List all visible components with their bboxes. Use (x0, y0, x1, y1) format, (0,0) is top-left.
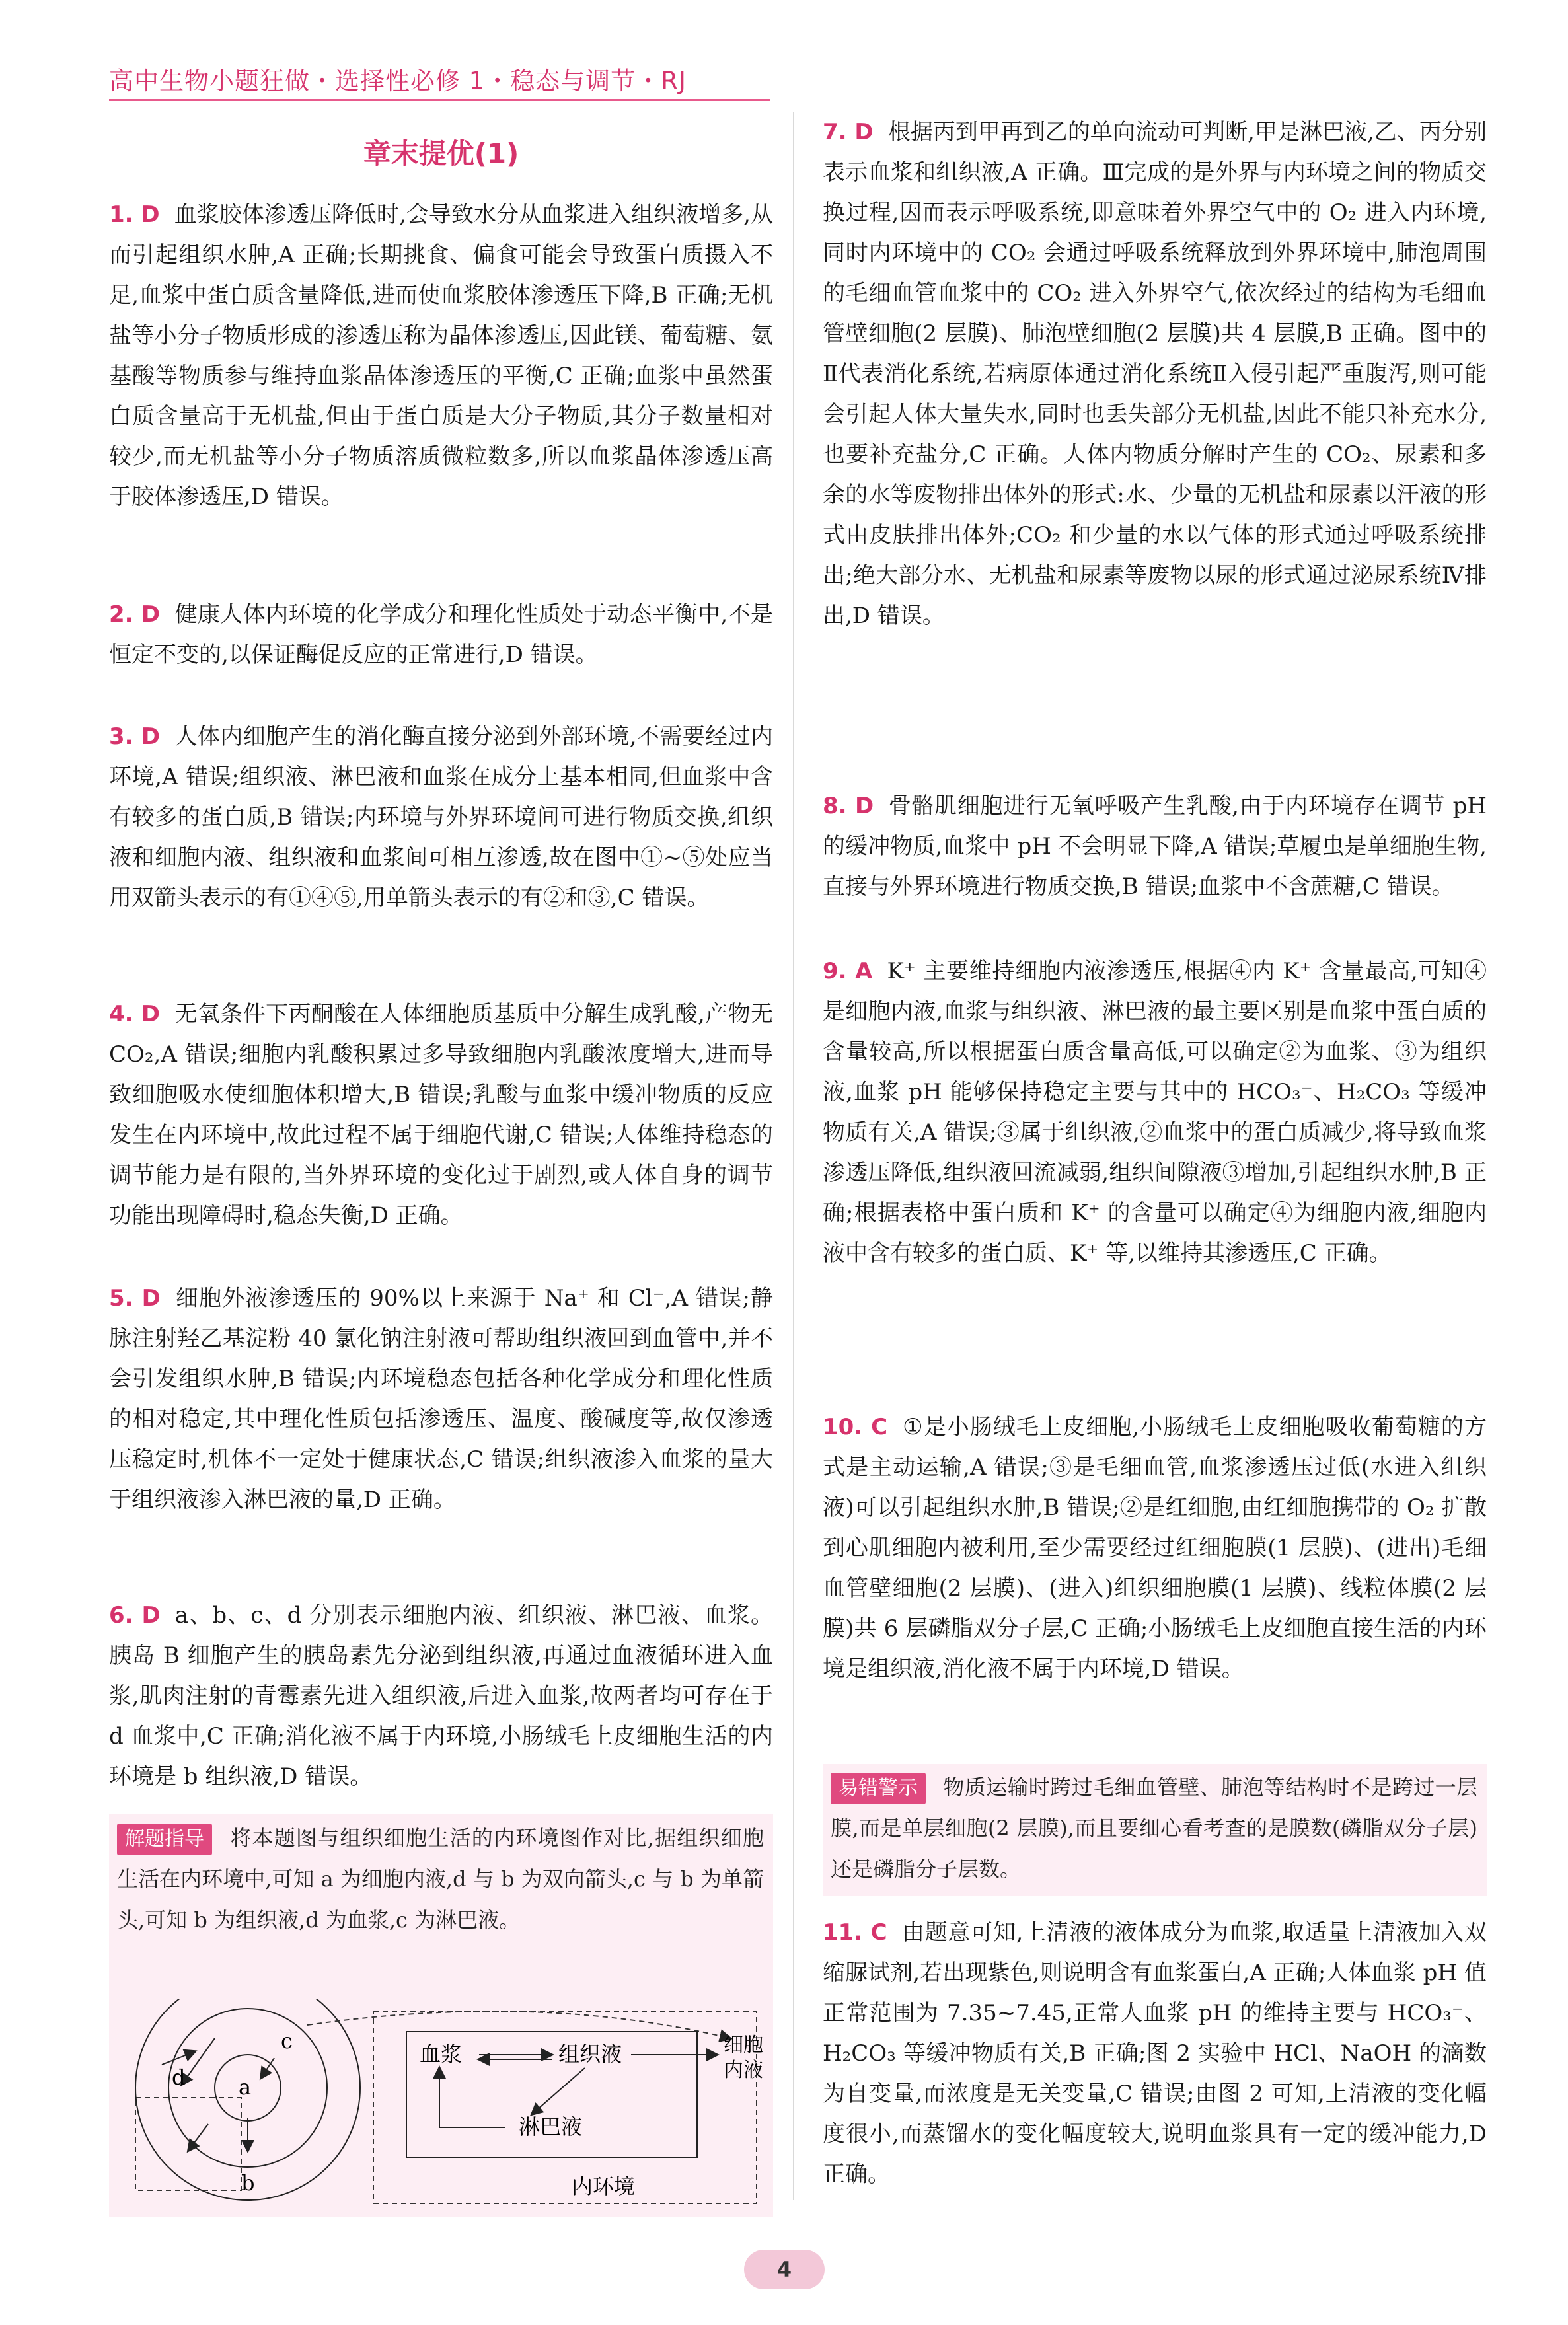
question-5 (109, 1278, 773, 1520)
answer-text: 由题意可知,上清液的液体成分为血浆,取适量上清液加入双缩脲试剂,若出现紫色,则说明含有血浆蛋白,A 正确;人体血浆 pH 值正常范围为 7.35~7.45,正常人血浆 pH 的维持主要与 HCO₃⁻、H₂CO₃ 等缓冲物质有关,B 正确;图 2 实验中 HCl、NaOH 的滴数为自变量,而浓度是无关变量,C 错误;由图 2 可知,上清液的变化幅度很小,而蒸馏水的变化幅度较大,说明血浆具有一定的缓冲能力,D 正确。 (823, 1919, 1487, 2188)
label-lymph: 淋巴液 (519, 2114, 583, 2139)
label-intracellular-2: 内液 (724, 2059, 763, 2082)
warning-tag: 易错警示 (831, 1773, 926, 1804)
answer-text: a、b、c、d 分别表示细胞内液、组织液、淋巴液、血浆。胰岛 B 细胞产生的胰岛素先分泌到组织液,再通过血液循环进入血浆,肌肉注射的青霉素先进入组织液,后进入血浆,故两者均可存在于 d 血浆中,C 正确;消化液不属于内环境,小肠绒毛上皮细胞生活的内环境是 b 组织液,D 错误。 (109, 1602, 773, 1790)
tip-text: 将本题图与组织细胞生活的内环境图作对比,据组织细胞生活在内环境中,可知 a 为细胞内液,d 与 b 为双向箭头,c 与 b 为单箭头,可知 b 为组织液,d 为血浆,c 为淋巴液。 (117, 1826, 764, 1933)
answer-number: 7. D (823, 119, 874, 145)
answer-number: 4. D (109, 1001, 161, 1027)
label-a: a (239, 2075, 252, 2100)
series-title: 高中生物小题狂做・选择性必修 1・稳态与调节・RJ (109, 67, 687, 95)
answer-number: 6. D (109, 1602, 161, 1629)
chapter-title: 章末提优(1) (363, 137, 519, 170)
tip-tag: 解题指导 (117, 1824, 212, 1855)
column-divider (793, 112, 794, 2200)
question-10 (823, 1407, 1487, 1689)
question-11 (823, 1913, 1487, 2195)
answer-number: 8. D (823, 793, 874, 819)
answer-number: 9. A (823, 958, 873, 984)
question-2 (109, 595, 773, 675)
label-b: b (241, 2170, 255, 2196)
question-1 (109, 195, 773, 517)
answer-text: 骨骼肌细胞进行无氧呼吸产生乳酸,由于内环境存在调节 pH 的缓冲物质,血浆中 pH 不会明显下降,A 错误;草履虫是单细胞生物,直接与外界环境进行物质交换,B 错误;血浆中不含蔗糖,C 错误。 (823, 793, 1487, 900)
question-7 (823, 112, 1487, 636)
header-rule (109, 99, 770, 101)
answer-text: 血浆胶体渗透压降低时,会导致水分从血浆进入组织液增多,从而引起组织水肿,A 正确;长期挑食、偏食可能会导致蛋白质摄入不足,血浆中蛋白质含量降低,进而使血浆胶体渗透压下降,B 正确;无机盐等小分子物质形成的渗透压称为晶体渗透压,因此镁、葡萄糖、氨基酸等物质参与维持血浆晶体渗透压的平衡,C 正确;血浆中虽然蛋白质含量高于无机盐,但由于蛋白质是大分子物质,其分子数量相对较少,而无机盐等小分子物质溶质微粒数多,所以血浆晶体渗透压高于胶体渗透压,D 错误。 (109, 202, 773, 510)
answer-number: 5. D (109, 1285, 161, 1311)
label-c: c (281, 2028, 293, 2053)
dashed-box-right (373, 2012, 757, 2203)
error-warning-box (823, 1764, 1487, 1896)
answer-text: 人体内细胞产生的消化酶直接分泌到外部环境,不需要经过内环境,A 错误;组织液、淋巴液和血浆在成分上基本相同,但血浆中含有较多的蛋白质,B 错误;内环境与外界环境间可进行物质交换,组织液和细胞内液、组织液和血浆间可相互渗透,故在图中①~⑤处应当用双箭头表示的有①④⑤,用单箭头表示的有②和③,C 错误。 (109, 723, 773, 911)
answer-text: 细胞外液渗透压的 90%以上来源于 Na⁺ 和 Cl⁻,A 错误;静脉注射羟乙基淀粉 40 氯化钠注射液可帮助组织液回到血管中,并不会引发组织水肿,B 错误;内环境稳态包括各种化学成分和理化性质的相对稳定,其中理化性质包括渗透压、温度、酸碱度等,故仅渗透压稳定时,机体不一定处于健康状态,C 错误;组织液渗入血浆的量大于组织液渗入淋巴液的量,D 正确。 (109, 1285, 773, 1513)
page-number: 4 (744, 2250, 825, 2289)
answer-number: 2. D (109, 601, 161, 628)
answer-text: 根据丙到甲再到乙的单向流动可判断,甲是淋巴液,乙、丙分别表示血浆和组织液,A 正确。Ⅲ完成的是外界与内环境之间的物质交换过程,因而表示呼吸系统,即意味着外界空气中的 O₂ 进入内环境,同时内环境中的 CO₂ 会通过呼吸系统释放到外界环境中,肺泡周围的毛细血管血浆中的 CO₂ 进入外界空气,依次经过的结构为毛细血管壁细胞(2 层膜)、肺泡壁细胞(2 层膜)共 4 层膜,B 正确。图中的Ⅱ代表消化系统,若病原体通过消化系统Ⅱ入侵引起严重腹泻,则可能会引起人体大量失水,同时也丢失部分无机盐,因此不能只补充水分,也要补充盐分,C 正确。人体内物质分解时产生的 CO₂、尿素和多余的水等废物排出体外的形式:水、少量的无机盐和尿素以汗液的形式由皮肤排出体外;CO₂ 和少量的水以气体的形式通过呼吸系统排出;绝大部分水、无机盐和尿素等废物以尿的形式通过泌尿系统Ⅳ排出,D 错误。 (823, 119, 1487, 629)
warning-text: 物质运输时跨过毛细血管壁、肺泡等结构时不是跨过一层膜,而是单层细胞(2 层膜),而且要细心看考查的是膜数(磷脂双分子层)还是磷脂分子层数。 (831, 1775, 1477, 1882)
question-8 (823, 786, 1487, 907)
answer-number: 10. C (823, 1414, 888, 1440)
answer-text: ①是小肠绒毛上皮细胞,小肠绒毛上皮细胞吸收葡萄糖的方式是主动运输,A 错误;③是毛细血管,血浆渗透压过低(水进入组织液)可以引起组织水肿,B 错误;②是红细胞,由红细胞携带的 O₂ 扩散到心肌细胞内被利用,至少需要经过红细胞膜(1 层膜)、(进出)毛细血管壁细胞(2 层膜)、(进入)组织细胞膜(1 层膜)、线粒体膜(2 层膜)共 6 层磷脂双分子层,C 正确;小肠绒毛上皮细胞直接生活的内环境是组织液,消化液不属于内环境,D 错误。 (823, 1414, 1487, 1682)
answer-number: 1. D (109, 202, 160, 228)
label-intracellular-1: 细胞 (724, 2034, 763, 2057)
label-internal-env: 内环境 (572, 2174, 636, 2199)
solution-tip-box (109, 1814, 773, 2217)
question-4 (109, 994, 773, 1236)
answer-number: 11. C (823, 1919, 887, 1946)
answer-text: 健康人体内环境的化学成分和理化性质处于动态平衡中,不是恒定不变的,以保证酶促反应的正常进行,D 错误。 (109, 601, 773, 668)
label-tissue-fluid: 组织液 (558, 2042, 622, 2067)
inner-environment-diagram (109, 1999, 773, 2210)
question-6 (109, 1596, 773, 1797)
answer-text: K⁺ 主要维持细胞内液渗透压,根据④内 K⁺ 含量最高,可知④是细胞内液,血浆与组织液、淋巴液的最主要区别是血浆中蛋白质的含量较高,所以根据蛋白质含量高低,可以确定②为血浆、③为组织液,血浆 pH 能够保持稳定主要与其中的 HCO₃⁻、H₂CO₃ 等缓冲物质有关,A 错误;③属于组织液,②血浆中的蛋白质减少,将导致血浆渗透压降低,组织液回流减弱,组织间隙液③增加,引起组织水肿,B 正确;根据表格中蛋白质和 K⁺ 的含量可以确定④为细胞内液,细胞内液中含有较多的蛋白质、K⁺ 等,以维持其渗透压,C 正确。 (823, 958, 1487, 1267)
answer-text: 无氧条件下丙酮酸在人体细胞质基质中分解生成乳酸,产物无 CO₂,A 错误;细胞内乳酸积累过多导致细胞内乳酸浓度增大,进而导致细胞吸水使细胞体积增大,B 错误;乳酸与血浆中缓冲物质的反应发生在内环境中,故此过程不属于细胞代谢,C 错误;人体维持稳态的调节能力是有限的,当外界环境的变化过于剧烈,或人体自身的调节功能出现障碍时,稳态失衡,D 正确。 (109, 1001, 773, 1229)
question-3 (109, 717, 773, 918)
question-9 (823, 951, 1487, 1274)
label-plasma: 血浆 (420, 2042, 463, 2067)
answer-number: 3. D (109, 723, 161, 750)
label-d: d (172, 2065, 186, 2090)
